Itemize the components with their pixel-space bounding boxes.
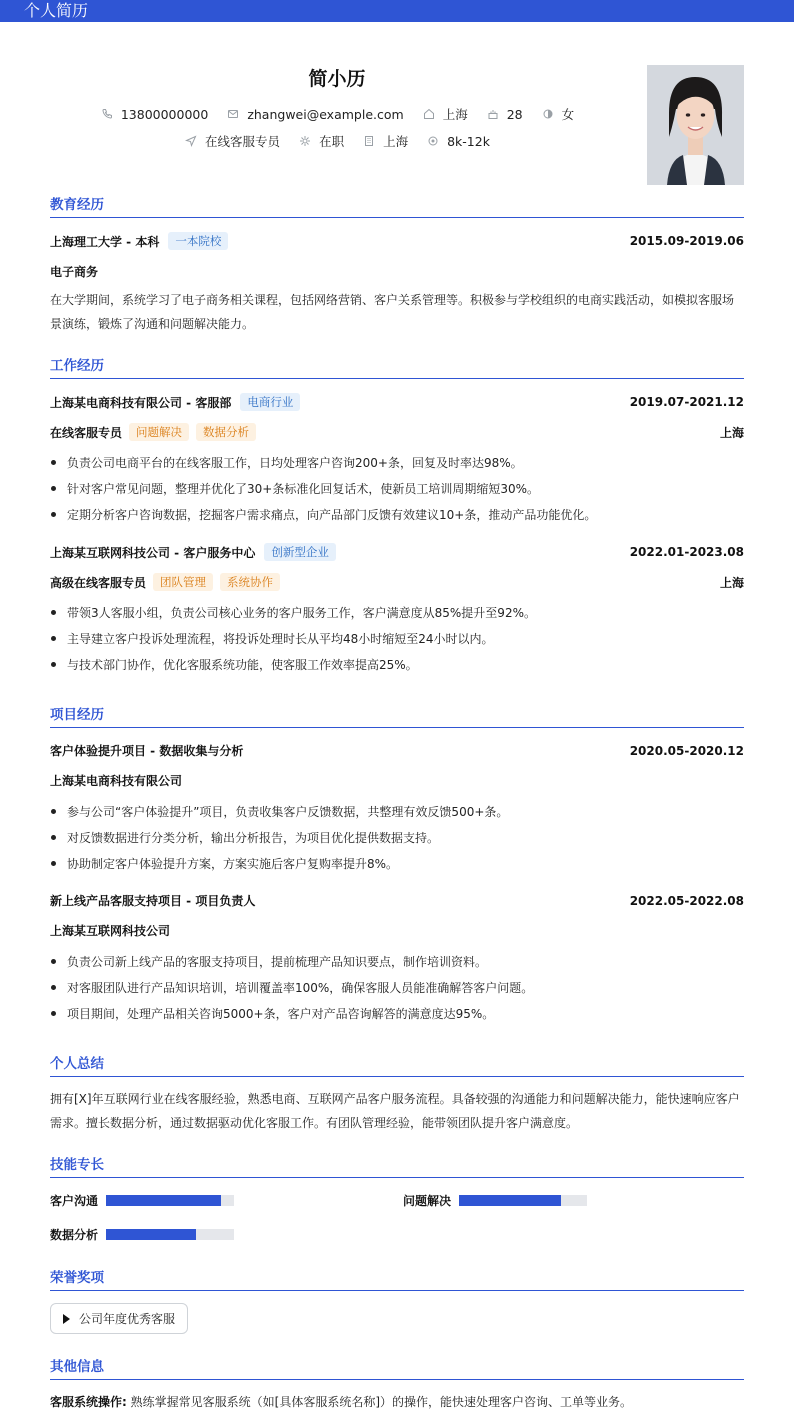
industry-tag: 电商行业 [240,393,300,411]
work-bullet: 与技术部门协作，优化客服系统功能，使客服工作效率提高25%。 [50,656,744,673]
email-text: zhangwei@example.com [247,106,404,122]
school-name: 上海理工大学 - 本科 [50,234,160,249]
work-item-header [50,543,744,561]
phone-text: 13800000000 [120,106,209,122]
award-item[interactable] [50,1303,188,1334]
project-name: 客户体验提升项目 - 数据收集与分析 [50,744,244,758]
project-bullet: 参与公司“客户体验提升”项目，负责收集客户反馈数据，共整理有效反馈500+条。 [50,803,744,820]
work-bullet: 负责公司电商平台的在线客服工作，日均处理客户咨询200+条，回复及时率达98%。 [50,454,744,471]
skill-item [50,1192,234,1209]
skill-tag: 系统协作 [220,573,280,591]
skill-item [50,1226,234,1243]
skills-title: 技能专长 [50,1153,744,1178]
major-name: 电子商务 [50,265,99,279]
age-item [486,107,523,122]
work-location: 上海 [719,425,744,440]
contact-row [0,105,674,123]
target-city-item [362,132,408,150]
skill-bar [106,1229,234,1240]
position-text: 在线客服专员 [205,134,281,149]
projects-section [50,703,744,728]
other-text: 熟练掌握常见客服系统（如[具体客服系统名称]）的操作，能快速处理客户咨询、工单等业务。 [130,1395,633,1409]
skills-section [50,1153,744,1178]
profile-photo [647,65,744,185]
skill-item [403,1192,587,1209]
work-title: 工作经历 [50,354,744,379]
work-date: 2019.07-2021.12 [629,395,744,409]
project-header [50,742,744,759]
work-location: 上海 [719,575,744,590]
salary-item [426,134,490,149]
play-icon [63,1314,70,1324]
summary-section [50,1052,744,1077]
project-org: 上海某电商科技有限公司 [50,774,183,788]
cake-icon [486,107,500,121]
education-date: 2015.09-2019.06 [629,234,744,248]
project-bullet: 负责公司新上线产品的客服支持项目，提前梳理产品知识要点，制作培训资料。 [50,953,744,970]
work-bullet: 主导建立客户投诉处理流程，将投诉处理时长从平均48小时缩短至24小时以内。 [50,630,744,647]
skill-tag: 问题解决 [129,423,189,441]
send-icon [184,134,198,148]
skill-bar-fill [106,1229,196,1240]
building-icon [362,134,376,148]
work-date: 2022.01-2023.08 [629,545,744,559]
city-item [422,105,468,123]
phone-item [100,107,208,122]
project-date: 2022.05-2022.08 [629,893,744,908]
email-item [226,107,403,122]
skill-tag: 团队管理 [153,573,213,591]
skill-bar-fill [106,1195,221,1206]
top-bar [0,0,794,22]
other-info-line [50,1390,744,1414]
other-title: 其他信息 [50,1355,744,1380]
projects-title: 项目经历 [50,703,744,728]
resume-title: 个人简历 [24,1,89,20]
work-role-row [50,423,744,441]
role-name: 在线客服专员 [50,425,123,440]
awards-section [50,1266,744,1291]
industry-tag: 创新型企业 [264,543,336,561]
skill-name: 客户沟通 [50,1194,99,1208]
age-text: 28 [506,106,523,122]
education-section [50,193,744,218]
school-tag: 一本院校 [168,232,228,250]
company-name: 上海某电商科技有限公司 - 客服部 [50,395,232,410]
project-bullet: 协助制定客户体验提升方案，方案实施后客户复购率提升8%。 [50,855,744,872]
gender-item [541,105,575,123]
work-section [50,354,744,379]
role-name: 高级在线客服专员 [50,575,147,590]
gender-icon [541,107,555,121]
gender-text: 女 [561,107,575,122]
education-header [50,232,744,250]
phone-icon [100,107,114,121]
skill-bar [106,1195,234,1206]
project-date: 2020.05-2020.12 [629,743,744,758]
major-row [50,263,744,280]
project-bullet: 项目期间，处理产品相关咨询5000+条，客户对产品咨询解答的满意度达95%。 [50,1005,744,1022]
company-name: 上海某互联网科技公司 - 客户服务中心 [50,545,256,560]
position-item [184,132,280,150]
gear-icon [298,134,312,148]
work-bullet: 带领3人客服小组，负责公司核心业务的客户服务工作，客户满意度从85%提升至92%。 [50,604,744,621]
home-icon [422,107,436,121]
project-bullet: 对客服团队进行产品知识培训，培训覆盖率100%，确保客服人员能准确解答客户问题。 [50,979,744,996]
work-item-header [50,393,744,411]
project-header [50,892,744,909]
awards-title: 荣誉奖项 [50,1266,744,1291]
target-city-text: 上海 [383,134,409,149]
work-role-row [50,573,744,591]
summary-title: 个人总结 [50,1052,744,1077]
education-desc: 在大学期间，系统学习了电子商务相关课程，包括网络营销、客户关系管理等。积极参与学校组织的电商实践活动，如模拟客服场景演练，锻炼了沟通和问题解决能力。 [50,293,735,331]
job-intent-row [0,132,674,150]
coin-icon [426,134,440,148]
skill-bar [459,1195,587,1206]
award-text: 公司年度优秀客服 [79,1312,176,1326]
skill-name: 数据分析 [50,1228,99,1242]
candidate-name: 简小历 [308,68,366,90]
project-org-row [50,772,744,789]
other-label: 客服系统操作: [50,1395,127,1409]
profile-header [0,22,794,192]
skill-tag: 数据分析 [196,423,256,441]
project-org: 上海某互联网科技公司 [50,924,171,938]
summary-text: 拥有[X]年互联网行业在线客服经验，熟悉电商、互联网产品客户服务流程。具备较强的沟通能力和问题解决能力，能快速响应客户需求。擅长数据分析，通过数据驱动优化客服工作。有团队管理经验，能带领团队提升客户满意度。 [50,1092,740,1130]
skill-bar-fill [459,1195,561,1206]
work-bullet: 定期分析客户咨询数据，挖掘客户需求痛点，向产品部门反馈有效建议10+条，推动产品功能优化。 [50,506,744,523]
other-section [50,1355,744,1380]
education-title: 教育经历 [50,193,744,218]
project-org-row [50,922,744,939]
project-name: 新上线产品客服支持项目 - 项目负责人 [50,894,256,908]
work-bullet: 针对客户常见问题，整理并优化了30+条标准化回复话术，使新员工培训周期缩短30%。 [50,480,744,497]
skill-name: 问题解决 [403,1194,452,1208]
city-text: 上海 [442,107,468,122]
status-text: 在职 [319,134,345,149]
project-bullet: 对反馈数据进行分类分析，输出分析报告，为项目优化提供数据支持。 [50,829,744,846]
mail-icon [226,107,240,121]
status-item [298,132,344,150]
salary-text: 8k-12k [447,133,490,149]
